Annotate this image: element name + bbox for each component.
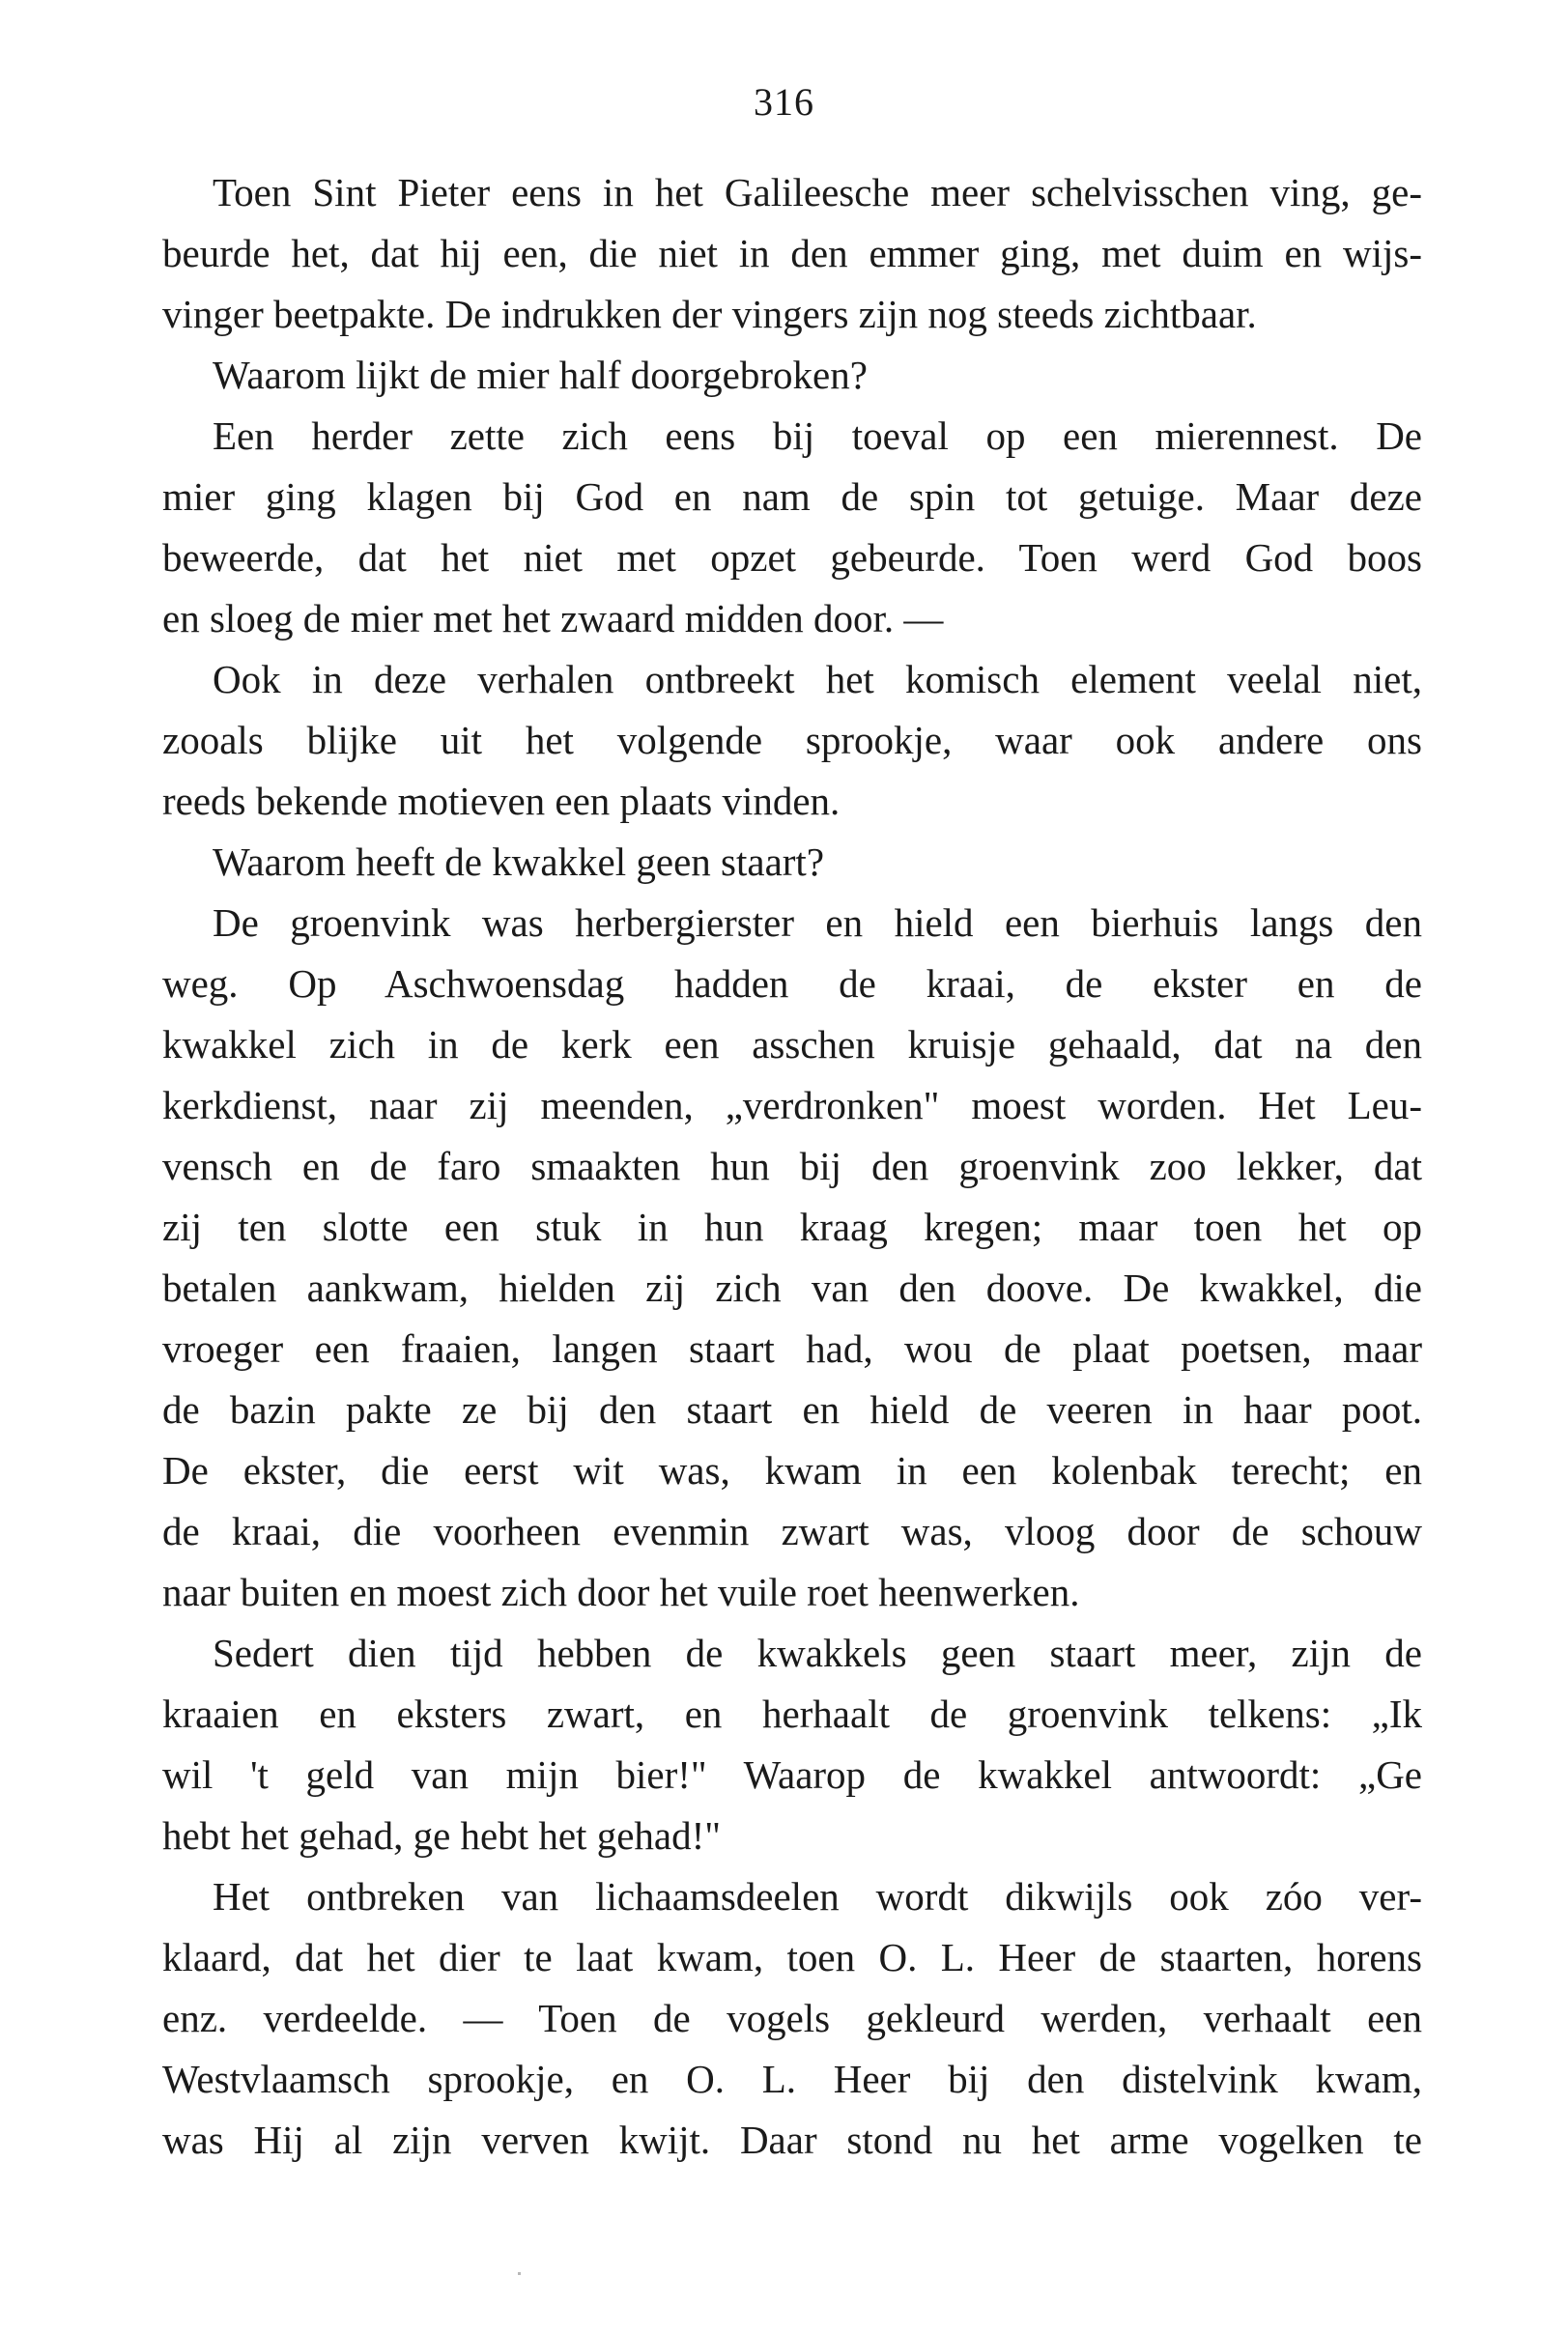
section-question: Waarom lijkt de mier half doorgebroken? <box>213 353 868 397</box>
text-line: en sloeg de mier met het zwaard midden door. — <box>162 596 944 640</box>
text-line: mier ging klagen bij God en nam de spin tot getuige. Maar deze <box>162 474 1422 519</box>
text-line: beurde het, dat hij een, die niet in den emmer ging, met duim en wijs- <box>162 231 1422 275</box>
text-line: vroeger een fraaien, langen staart had, wou de plaat poetsen, maar <box>162 1326 1422 1371</box>
text-line: zij ten slotte een stuk in hun kraag kregen; maar toen het op <box>162 1205 1422 1249</box>
text-line: betalen aankwam, hielden zij zich van den doove. De kwakkel, die <box>162 1266 1422 1310</box>
paper-speck <box>518 2272 521 2275</box>
text-line: weg. Op Aschwoensdag hadden de kraai, de ekster en de <box>162 961 1422 1006</box>
text-line: vinger beetpakte. De indrukken der vingers zijn nog steeds zichtbaar. <box>162 292 1257 336</box>
text-line: was Hij al zijn verven kwijt. Daar stond nu het arme vogelken te <box>162 2118 1422 2162</box>
page-number: 316 <box>754 80 814 124</box>
text-line: zooals blijke uit het volgende sprookje, waar ook andere ons <box>162 718 1422 762</box>
text-line: kerkdienst, naar zij meenden, „verdronken" moest worden. Het Leu- <box>162 1083 1422 1127</box>
text-line: klaard, dat het dier te laat kwam, toen O. L. Heer de staarten, horens <box>162 1935 1422 1979</box>
text-line: vensch en de faro smaakten hun bij den groenvink zoo lekker, dat <box>162 1144 1422 1188</box>
text-line: enz. verdeelde. — Toen de vogels gekleurd werden, verhaalt een <box>162 1996 1422 2040</box>
text-line: hebt het gehad, ge hebt het gehad!" <box>162 1813 721 1858</box>
text-line: wil 't geld van mijn bier!" Waarop de kwakkel antwoordt: „Ge <box>162 1752 1422 1797</box>
text-line: Toen Sint Pieter eens in het Galileesche meer schelvisschen ving, ge- <box>213 170 1422 214</box>
section-question: Waarom heeft de kwakkel geen staart? <box>213 839 825 884</box>
text-line: beweerde, dat het niet met opzet gebeurde. Toen werd God boos <box>162 535 1422 580</box>
text-line: Het ontbreken van lichaamsdeelen wordt dikwijls ook zóo ver- <box>213 1874 1422 1919</box>
text-line: De ekster, die eerst wit was, kwam in een kolenbak terecht; en <box>162 1448 1422 1493</box>
text-line: Ook in deze verhalen ontbreekt het komisch element veelal niet, <box>213 657 1422 701</box>
text-line: Sedert dien tijd hebben de kwakkels geen staart meer, zijn de <box>213 1631 1422 1675</box>
text-line: de kraai, die voorheen evenmin zwart was, vloog door de schouw <box>162 1509 1422 1553</box>
body-text <box>162 162 1422 2171</box>
text-line: kraaien en eksters zwart, en herhaalt de groenvink telkens: „Ik <box>162 1692 1422 1736</box>
text-line: Een herder zette zich eens bij toeval op een mierennest. De <box>213 413 1422 458</box>
text-line: naar buiten en moest zich door het vuile roet heenwerken. <box>162 1570 1080 1614</box>
text-line: de bazin pakte ze bij den staart en hield de veeren in haar poot. <box>162 1387 1422 1432</box>
text-line: reeds bekende motieven een plaats vinden. <box>162 779 841 823</box>
text-line: Westvlaamsch sprookje, en O. L. Heer bij den distelvink kwam, <box>162 2057 1422 2101</box>
text-line: kwakkel zich in de kerk een asschen kruisje gehaald, dat na den <box>162 1022 1422 1067</box>
text-line: De groenvink was herbergierster en hield een bierhuis langs den <box>213 900 1422 945</box>
